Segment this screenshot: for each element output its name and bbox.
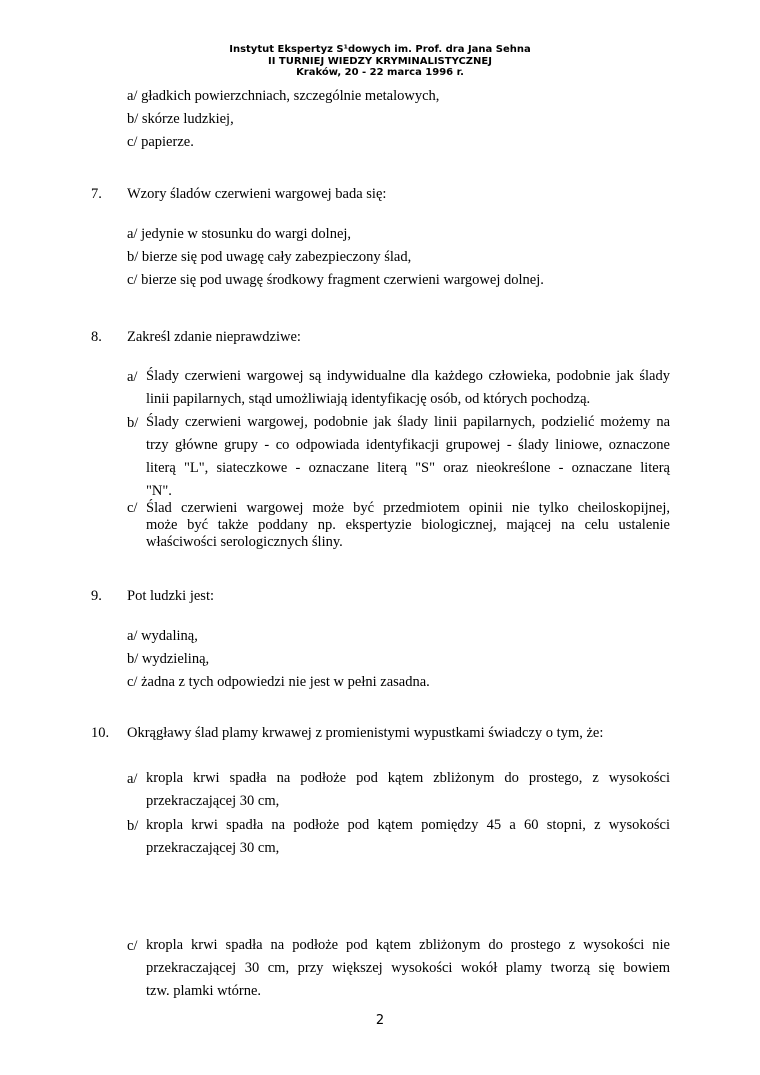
page-number: 2: [375, 1013, 385, 1028]
question-9-option-c: c/ żadna z tych odpowiedzi nie jest w pełni zasadna.: [127, 674, 430, 690]
question-9-option-a: a/ wydaliną,: [127, 628, 198, 644]
question-7-text: Wzory śladów czerwieni wargowej bada się:: [127, 186, 387, 202]
question-7-number: 7.: [91, 186, 102, 202]
question-8-option-c-line: właściwości serologicznych śliny.: [146, 534, 343, 550]
question-8-option-c: [146, 500, 670, 551]
question-8-option-b-letter: b/: [127, 415, 139, 431]
question-8-option-c-letter: c/: [127, 500, 138, 516]
question-8-option-c-line: Ślad czerwieni wargowej może być przedmiotem opinii nie tylko cheiloskopijnej,: [146, 500, 670, 516]
question-10-option-a-line: kropla krwi spadła na podłoże pod kątem zbliżonym do prostego, z wysokości: [146, 770, 670, 786]
question-8-option-a: [146, 365, 670, 411]
question-8-text: Zakreśl zdanie nieprawdziwe:: [127, 329, 301, 345]
question-10-text: Okrągławy ślad plamy krwawej z promienistymi wypustkami świadczy o tym, że:: [127, 725, 604, 741]
question-10-option-c-line: kropla krwi spadła na podłoże pod kątem zbliżonym do prostego z wysokości nie: [146, 937, 670, 953]
question-8-option-b-line: trzy główne grupy - co odpowiada identyfikacji grupowej - ślady liniowe, oznaczone: [146, 437, 670, 453]
question-10-option-c-letter: c/: [127, 938, 138, 954]
question-10-option-c-line: tzw. plamki wtórne.: [146, 983, 262, 999]
question-10-number: 10.: [91, 725, 110, 741]
question-8-option-a-letter: a/: [127, 369, 138, 385]
question-10-option-a-line: przekraczającej 30 cm,: [146, 793, 280, 809]
carryover-option-b: b/ skórze ludzkiej,: [127, 111, 234, 127]
question-10-option-b-line: kropla krwi spadła na podłoże pod kątem pomiędzy 45 a 60 stopni, z wysokości: [146, 817, 670, 833]
question-8-option-c-line: może być także poddany np. ekspertyzie biologicznej, mającej na celu ustalenie: [146, 517, 670, 533]
question-8-option-b: [146, 411, 670, 503]
question-9-option-b: b/ wydzieliną,: [127, 651, 210, 667]
question-10-option-c-line: przekraczającej 30 cm, przy większej wysokości wokół plamy tworzą się bowiem: [146, 960, 670, 976]
header-place-date: Kraków, 20 - 22 marca 1996 r.: [296, 67, 464, 78]
question-10-option-c: [146, 934, 670, 1003]
question-8-option-b-line: "N".: [146, 483, 172, 499]
carryover-option-a: a/ gładkich powierzchniach, szczególnie metalowych,: [127, 88, 440, 104]
question-9-text: Pot ludzki jest:: [127, 588, 214, 604]
question-10-option-b-line: przekraczającej 30 cm,: [146, 840, 280, 856]
question-8-option-b-line: Ślady czerwieni wargowej, podobnie jak ślady linii papilarnych, podzielić możemy na: [146, 414, 670, 430]
question-10-option-b-letter: b/: [127, 818, 139, 834]
header-institute: Instytut Ekspertyz S¹dowych im. Prof. dra Jana Sehna: [229, 44, 531, 55]
question-8-option-a-line: Ślady czerwieni wargowej są indywidualne dla każdego człowieka, podobnie jak ślady: [146, 368, 670, 384]
question-7-option-c: c/ bierze się pod uwagę środkowy fragment czerwieni wargowej dolnej.: [127, 272, 544, 288]
question-10-option-a-letter: a/: [127, 771, 138, 787]
question-8-option-b-line: literą "L", siateczkowe - oznaczane literą "S" oraz nieokreślone - oznaczane literą: [146, 460, 670, 476]
question-8-number: 8.: [91, 329, 102, 345]
carryover-option-c: c/ papierze.: [127, 134, 194, 150]
question-10-option-a: [146, 767, 670, 813]
question-10-option-b: [146, 814, 670, 860]
question-9-number: 9.: [91, 588, 102, 604]
question-7-option-a: a/ jedynie w stosunku do wargi dolnej,: [127, 226, 352, 242]
question-8-option-a-line: linii papilarnych, stąd umożliwiają identyfikację osób, od których pochodzą.: [146, 391, 591, 407]
page-header: [0, 44, 760, 79]
question-7-option-b: b/ bierze się pod uwagę cały zabezpieczony ślad,: [127, 249, 412, 265]
header-tournament: II TURNIEJ WIEDZY KRYMINALISTYCZNEJ: [268, 55, 492, 67]
